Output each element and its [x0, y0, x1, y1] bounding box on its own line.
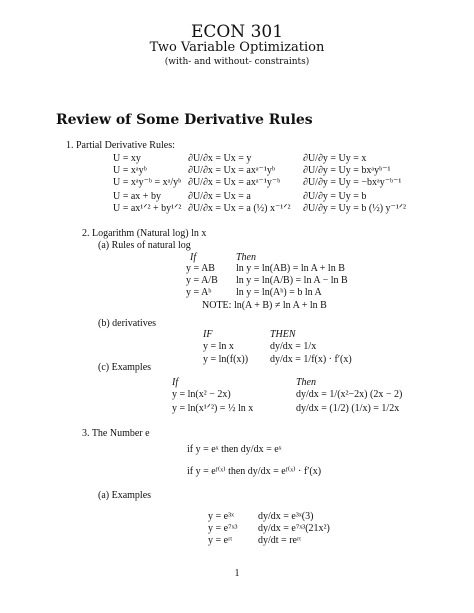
log-rules-label: (a) Rules of natural log	[98, 240, 191, 251]
log-rule-if: y = AB	[186, 263, 215, 274]
log-example-if: y = ln(x² − 2x)	[172, 389, 231, 400]
partial-row-dy: ∂U/∂y = Uy = x	[303, 153, 367, 164]
partial-row-dy: ∂U/∂y = Uy = bxᵃyᵇ⁻¹	[303, 165, 391, 176]
number-e-rule: if y = eˣ then dy/dx = eˣ	[187, 444, 282, 455]
partial-row-function: U = xᵃy⁻ᵇ = xᵃ/yᵇ	[113, 177, 182, 188]
partial-row-dx: ∂U/∂x = Ux = a (½) x⁻¹ᐟ²	[188, 203, 291, 214]
log-rules-if-header: If	[190, 252, 197, 263]
section-heading: Review of Some Derivative Rules	[56, 112, 313, 128]
partial-row-dx: ∂U/∂x = Ux = a	[188, 191, 251, 202]
number-e-examples-label: (a) Examples	[98, 490, 152, 501]
log-rule-then: ln y = ln(A/B) = ln A − ln B	[236, 275, 348, 286]
partial-row-function: U = xy	[113, 153, 141, 164]
number-e-example-then: dy/dx = e⁷ˣ³(21x²)	[258, 523, 330, 534]
log-derivative-then: dy/dx = 1/x	[270, 341, 317, 352]
item-log-label: 2. Logarithm (Natural log) ln x	[82, 228, 207, 239]
log-derivatives-label: (b) derivatives	[98, 318, 157, 329]
log-rule-if: y = A/B	[186, 275, 218, 286]
log-examples-label: (c) Examples	[98, 362, 152, 373]
number-e-example-if: y = e⁷ˣ³	[208, 523, 238, 534]
log-derivatives-if-header: IF	[203, 329, 213, 340]
course-title: ECON 301	[190, 22, 284, 42]
log-note: NOTE: ln(A + B) ≠ ln A + ln B	[202, 300, 327, 311]
item-number-e-label: 3. The Number e	[82, 428, 150, 439]
log-example-then: dy/dx = (1/2) (1/x) = 1/2x	[296, 403, 400, 414]
log-examples-if-header: If	[172, 377, 179, 388]
log-example-if: y = ln(x¹ᐟ²) = ½ ln x	[172, 403, 254, 414]
log-rule-if: y = Aᵇ	[186, 287, 212, 298]
number-e-example-then: dy/dx = e³ˣ(3)	[258, 511, 314, 522]
document-title: Two Variable Optimization	[149, 40, 325, 55]
partial-row-dy: ∂U/∂y = Uy = −bxᵃy⁻ᵇ⁻¹	[303, 177, 402, 188]
number-e-example-then: dy/dt = reʳᵗ	[258, 535, 302, 546]
log-examples-then-header: Then	[296, 377, 316, 388]
partial-row-function: U = ax¹ᐟ² + by¹ᐟ²	[113, 203, 182, 214]
number-e-rule: if y = eᶠ⁽ˣ⁾ then dy/dx = eᶠ⁽ˣ⁾ · f′(x)	[187, 466, 322, 477]
partial-row-dy: ∂U/∂y = Uy = b	[303, 191, 367, 202]
partial-row-function: U = xᵃyᵇ	[113, 165, 147, 176]
log-example-then: dy/dx = 1/(x²−2x) (2x − 2)	[296, 389, 403, 400]
document-subtitle: (with- and without- constraints)	[164, 57, 310, 67]
log-derivative-if: y = ln(f(x))	[203, 354, 249, 365]
page-number: 1	[234, 568, 240, 579]
item-partial-label: 1. Partial Derivative Rules:	[66, 140, 175, 151]
partial-row-function: U = ax + by	[113, 191, 161, 202]
number-e-example-if: y = e³ˣ	[208, 511, 234, 522]
log-rule-then: ln y = ln(AB) = ln A + ln B	[236, 263, 345, 274]
partial-row-dx: ∂U/∂x = Ux = y	[188, 153, 252, 164]
log-derivative-if: y = ln x	[203, 341, 234, 352]
number-e-example-if: y = eʳᵗ	[208, 535, 233, 546]
log-derivatives-then-header: THEN	[270, 329, 296, 340]
partial-row-dy: ∂U/∂y = Uy = b (½) y⁻¹ᐟ²	[303, 203, 407, 214]
log-derivative-then: dy/dx = 1/f(x) · f′(x)	[270, 354, 352, 365]
log-rule-then: ln y = ln(Aᵇ) = b ln A	[236, 287, 322, 298]
partial-row-dx: ∂U/∂x = Ux = axᵃ⁻¹yᵇ	[188, 165, 275, 176]
partial-row-dx: ∂U/∂x = Ux = axᵃ⁻¹y⁻ᵇ	[188, 177, 281, 188]
log-rules-then-header: Then	[236, 252, 256, 263]
